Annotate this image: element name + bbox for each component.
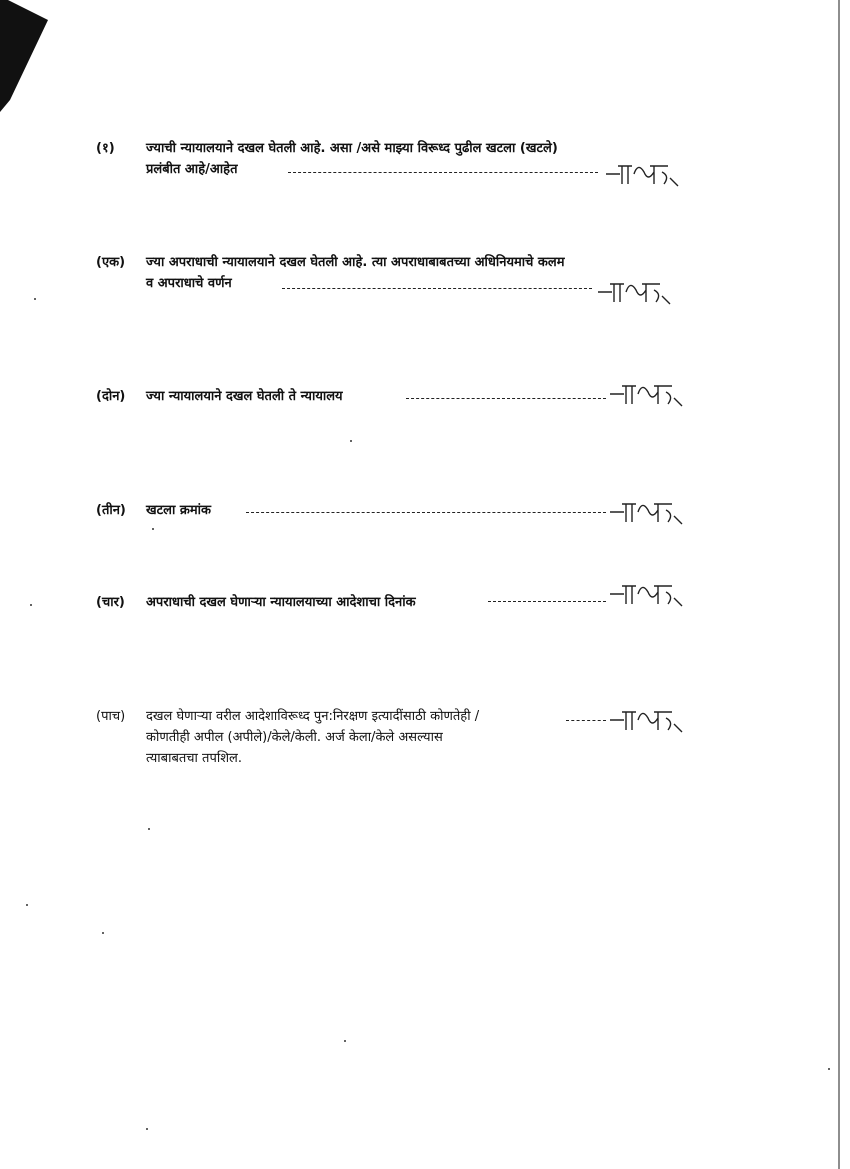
leader-line xyxy=(282,288,592,289)
scan-speck xyxy=(30,604,32,606)
leader-line xyxy=(488,601,606,602)
item-line: प्रलंबीत आहे/आहेत xyxy=(146,162,238,177)
handwritten-answer xyxy=(608,576,688,610)
leader-line xyxy=(288,172,598,173)
scan-corner-mark xyxy=(0,0,60,120)
handwritten-answer xyxy=(608,376,688,410)
item-number: (१) xyxy=(96,141,115,156)
item-line: खटला क्रमांक xyxy=(146,503,212,518)
scan-edge-line xyxy=(838,0,840,1169)
item-1 xyxy=(96,138,686,198)
item-line: अपराधाची दखल घेणाऱ्या न्यायालयाच्या आदेशाचा दिनांक xyxy=(146,595,416,610)
scan-speck xyxy=(344,1040,346,1042)
item-line: कोणतीही अपील (अपीले)/केले/केली. अर्ज केला/केले असल्यास xyxy=(146,730,443,745)
item-text xyxy=(146,386,343,407)
handwritten-answer xyxy=(604,156,684,190)
item-line: ज्या न्यायालयाने दखल घेतली ते न्यायालय xyxy=(146,389,343,404)
item-line: त्याबाबतचा तपशिल. xyxy=(146,751,243,766)
item-number: (तीन) xyxy=(96,503,126,518)
item-text xyxy=(146,500,211,521)
item-number: (एक) xyxy=(96,255,126,270)
scan-speck xyxy=(146,1128,148,1130)
scan-speck xyxy=(102,932,104,934)
item-line: ज्याची न्यायालयाने दखल घेतली आहे. असा /असे माझ्या विरूध्द पुढील खटला (खटले) xyxy=(146,141,558,156)
scan-speck xyxy=(828,1068,830,1070)
scan-speck xyxy=(148,828,150,830)
item-number: (पाच) xyxy=(96,709,126,724)
handwritten-answer xyxy=(608,494,688,528)
scan-speck xyxy=(34,298,36,300)
item-text xyxy=(146,706,479,769)
item-paach xyxy=(96,706,686,776)
item-don xyxy=(96,386,686,426)
item-char xyxy=(96,592,686,632)
leader-line xyxy=(406,398,606,399)
scan-speck xyxy=(26,904,28,906)
item-number: (चार) xyxy=(96,595,125,610)
leader-line xyxy=(566,720,606,721)
item-ek xyxy=(96,252,686,312)
item-number: (दोन) xyxy=(96,389,126,404)
item-text xyxy=(146,592,416,613)
item-line: व अपराधाचे वर्णन xyxy=(146,276,232,291)
handwritten-answer xyxy=(608,702,688,736)
scan-speck xyxy=(152,528,154,530)
scan-speck xyxy=(350,440,352,442)
item-text xyxy=(146,138,558,180)
item-line: दखल घेणाऱ्या वरील आदेशाविरूध्द पुन:निरक्षण इत्यादींसाठी कोणतेही / xyxy=(146,709,480,724)
item-line: ज्या अपराधाची न्यायालयाने दखल घेतली आहे. त्या अपराधाबाबतच्या अधिनियमाचे कलम xyxy=(146,255,565,270)
leader-line xyxy=(246,512,606,513)
handwritten-answer xyxy=(596,274,676,308)
item-teen xyxy=(96,500,686,540)
